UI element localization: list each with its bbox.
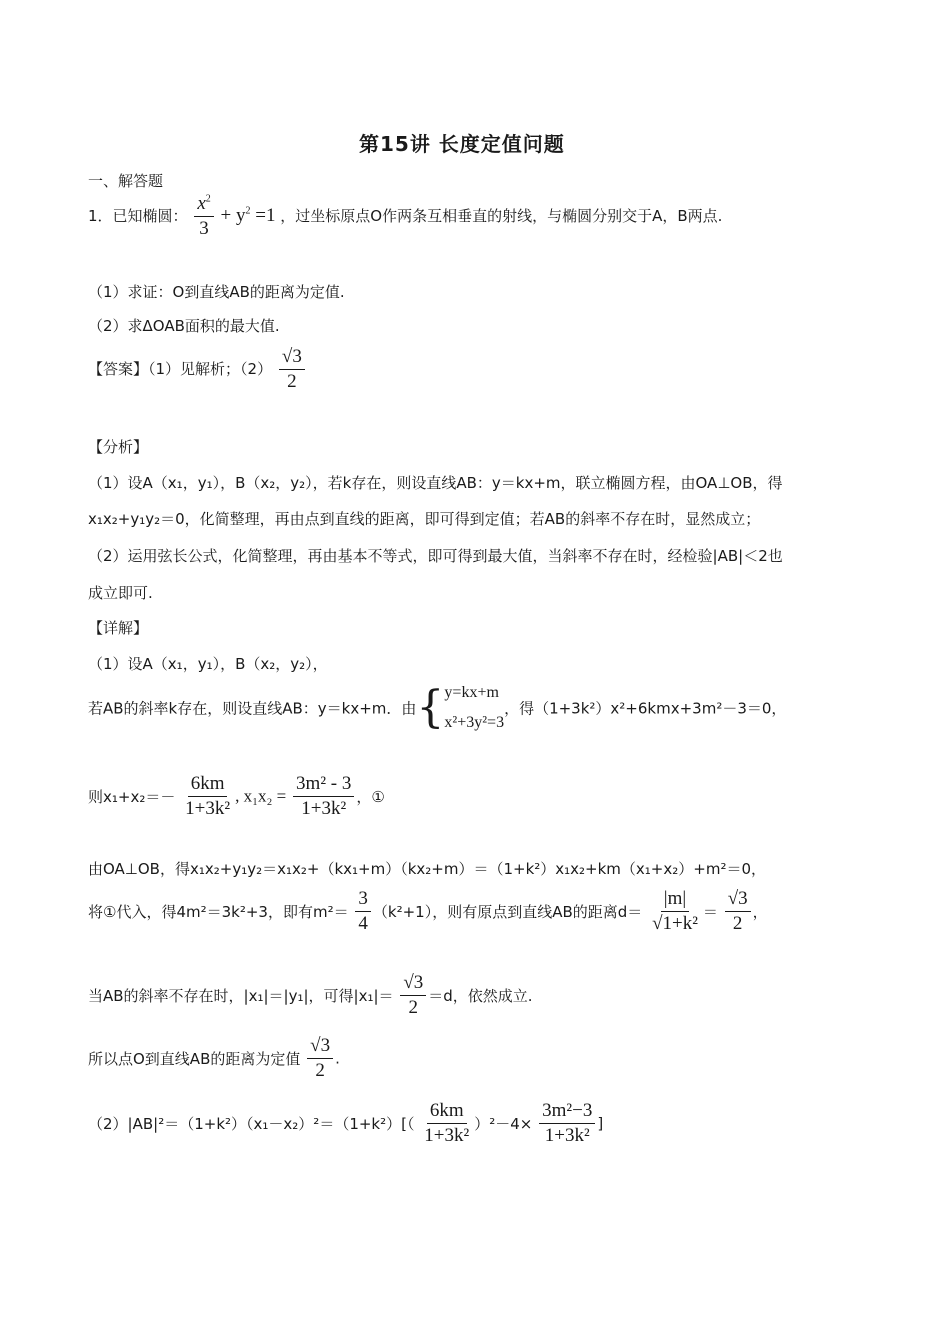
x1-value-fraction: $\frac{√3}{2}$: [400, 972, 426, 1019]
detail-line-2-post: ，得（1+3k²）x²+6kmx+3m²－3＝0，: [504, 699, 787, 718]
analysis-line-3: （2）运用弦长公式，化简整理，再由基本不等式，即可得到最大值，当斜率不存在时，经检验|AB|＜2也: [88, 547, 783, 565]
m-squared-fraction: $\frac{3}{4}$: [355, 888, 371, 935]
answer-line: [88, 346, 307, 393]
product-fraction: $\frac{\text{3m² - 3}}{\text{1+3k²}}$: [293, 773, 354, 820]
analysis-label: 【分析】: [88, 438, 149, 456]
detail-line-8: （2）|AB|²＝（1+k²）（x₁－x₂）²＝（1+k²）[（ $\frac{6km}{\text{1+3k²}}$ ）²－4× $\frac{\text{3m²−3}}{\text{1+3k²}}$ ]: [88, 1100, 604, 1146]
detail-line-3: 则x₁+x₂＝－ $\frac{6km}{\text{1+3k²}}$ , x₁x₂ = $\frac{\text{3m² - 3}}{\text{1+3k²}}$ ，①: [88, 773, 385, 819]
answer-label: 【答案】: [88, 359, 149, 378]
detail-label: 【详解】: [88, 619, 149, 637]
analysis-line-4: 成立即可.: [88, 584, 153, 602]
ellipse-num: x: [197, 193, 206, 214]
detail-line-2-pre: 若AB的斜率k存在，则设直线AB：y＝kx+m．由: [88, 699, 417, 718]
question-suffix: ，过坐标原点O作两条互相垂直的射线，与椭圆分别交于A，B两点.: [280, 206, 723, 225]
detail-line-5: 将①代入，得4m²＝3k²+3，即有m²＝ $\frac{3}{4}$ （k²+1），则有原点到直线AB的距离d＝ $\frac{|m|}{\text{√1+k²}}$ ＝ $\frac{√3}{2}$ ，: [88, 888, 768, 934]
ab-fraction-2: $\frac{\text{3m²−3}}{\text{1+3k²}}$: [539, 1100, 595, 1147]
ellipse-den: 3: [199, 217, 209, 239]
ab-fraction-1: $\frac{6km}{\text{1+3k²}}$: [424, 1100, 470, 1146]
ellipse-fraction: [194, 193, 213, 240]
distance-value-fraction: $\frac{√3}{2}$: [725, 888, 751, 935]
detail-line-1: （1）设A（x₁，y₁），B（x₂，y₂），: [88, 655, 328, 673]
answer-text: （1）见解析；（2）: [148, 359, 273, 378]
section-heading: 一、解答题: [88, 172, 164, 190]
question-prefix: 1．已知椭圆：: [88, 206, 188, 225]
system-brace: {: [416, 682, 445, 733]
system-eq-2: x²+3y²=3: [444, 714, 505, 731]
analysis-line-1: （1）设A（x₁，y₁），B（x₂，y₂），若k存在，则设直线AB：y＝kx+m，联立椭圆方程，由OA⊥OB，得: [88, 474, 783, 492]
part-1: （1）求证：O到直线AB的距离为定值.: [88, 283, 345, 301]
distance-fraction: $\frac{|m|}{\text{√1+k²}}$: [652, 888, 698, 934]
part-2: （2）求ΔOAB面积的最大值.: [88, 317, 280, 335]
answer-fraction: $\frac{√3}{2}$: [279, 346, 305, 393]
page-title: 第15讲 长度定值问题: [359, 132, 565, 156]
ellipse-rest: + $y^2 =1$: [220, 204, 276, 226]
detail-line-7: 所以点O到直线AB的距离为定值 $\frac{√3}{2}$ .: [88, 1035, 340, 1081]
question-1: [88, 193, 722, 240]
ellipse-num-exp: 2: [205, 193, 211, 205]
constant-fraction: $\frac{√3}{2}$: [307, 1035, 333, 1082]
sum-fraction: $\frac{6km}{\text{1+3k²}}$: [185, 773, 231, 819]
detail-line-2: [88, 678, 786, 738]
analysis-line-2: x₁x₂+y₁y₂＝0，化简整理，再由点到直线的距离，即可得到定值；若AB的斜率不存在时，显然成立；: [88, 510, 761, 528]
detail-line-6: 当AB的斜率不存在时，|x₁|＝|y₁|，可得|x₁|＝ $\frac{√3}{2}$ ＝d，依然成立.: [88, 972, 533, 1018]
equation-system: [444, 678, 504, 738]
detail-line-4: 由OA⊥OB，得x₁x₂+y₁y₂＝x₁x₂+（kx₁+m）（kx₂+m）＝（1+k²）x₁x₂+km（x₁+x₂）+m²＝0，: [88, 860, 767, 878]
system-eq-1: y=kx+m: [444, 684, 499, 701]
